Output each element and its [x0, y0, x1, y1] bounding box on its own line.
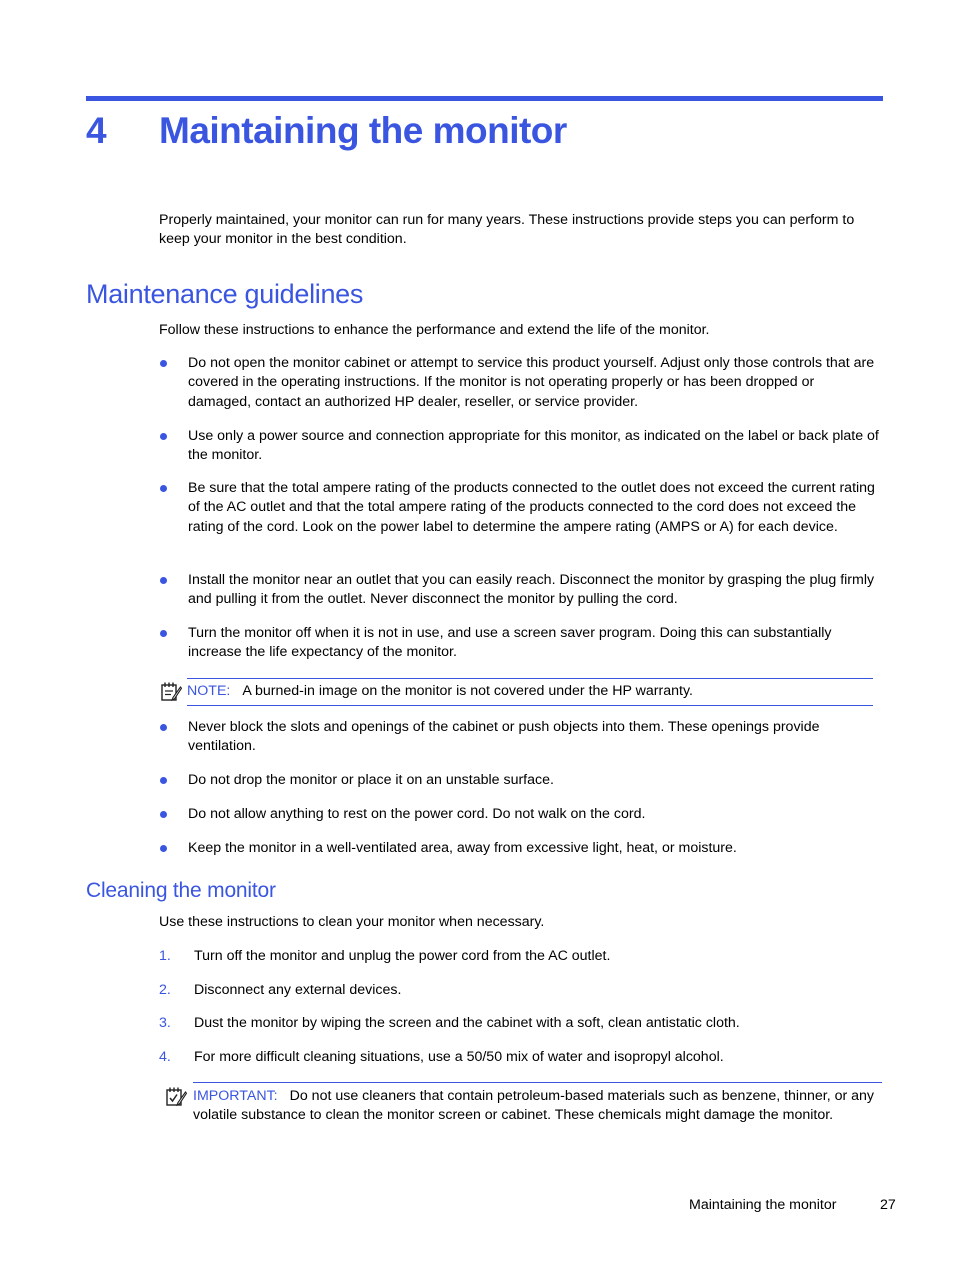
step-number: 1.	[159, 948, 171, 964]
important-label: IMPORTANT:	[193, 1088, 278, 1104]
bullet-icon	[160, 777, 167, 784]
chapter-title: Maintaining the monitor	[159, 110, 567, 151]
list-item: Turn the monitor off when it is not in use, and use a screen saver program. Doing this can substantially increase the life expectancy of the monitor.	[159, 624, 879, 663]
chapter-number: 4	[86, 110, 107, 151]
note-icon	[160, 682, 182, 702]
bullet-icon	[160, 811, 167, 818]
list-item: Be sure that the total ampere rating of the products connected to the outlet does not exceed the current rating of the AC outlet and that the total ampere rating of the products connected to the cord does not exceed the rating of the cord. Look on the power label to determine the ampere rating (AMPS or A) for each device.	[159, 479, 879, 537]
cleaning-intro: Use these instructions to clean your monitor when necessary.	[159, 914, 545, 930]
guidelines-intro: Follow these instructions to enhance the performance and extend the life of the monitor.	[159, 322, 710, 338]
chapter-intro: Properly maintained, your monitor can run for many years. These instructions provide steps you can perform to keep your monitor in the best condition.	[159, 212, 855, 248]
list-item: Install the monitor near an outlet that you can easily reach. Disconnect the monitor by grasping the plug firmly and pulling it from the outlet. Never disconnect the monitor by pulling the cord.	[159, 571, 879, 610]
list-item: 2. Disconnect any external devices.	[159, 981, 879, 1000]
note-callout	[187, 678, 873, 706]
section-heading-maintenance: Maintenance guidelines	[86, 279, 364, 309]
list-item: Never block the slots and openings of the cabinet or push objects into them. These openings provide ventilation.	[159, 718, 879, 757]
important-text: Do not use cleaners that contain petroleum-based materials such as benzene, thinner, or any volatile substance to clean the monitor screen or cabinet. These chemicals might damage the monitor.	[193, 1088, 875, 1124]
list-item: Do not allow anything to rest on the power cord. Do not walk on the cord.	[159, 805, 879, 824]
bullet-icon	[160, 630, 167, 637]
list-item: Do not open the monitor cabinet or attempt to service this product yourself. Adjust only those controls that are covered in the operating instructions. If the monitor is not operating properly or has been dropped or damaged, contact an authorized HP dealer, reseller, or service provider.	[159, 354, 879, 412]
bullet-icon	[160, 845, 167, 852]
list-item: Do not drop the monitor or place it on an unstable surface.	[159, 771, 879, 790]
list-item: Keep the monitor in a well-ventilated area, away from excessive light, heat, or moisture.	[159, 839, 879, 858]
bullet-icon	[160, 485, 167, 492]
important-callout	[193, 1082, 882, 1126]
footer-title: Maintaining the monitor	[689, 1197, 837, 1213]
chapter-rule	[86, 96, 883, 101]
step-number: 3.	[159, 1015, 171, 1031]
note-label: NOTE:	[187, 683, 231, 699]
page-number: 27	[880, 1197, 896, 1213]
bullet-icon	[160, 724, 167, 731]
bullet-icon	[160, 433, 167, 440]
list-item: 1. Turn off the monitor and unplug the power cord from the AC outlet.	[159, 947, 879, 966]
bullet-icon	[160, 577, 167, 584]
bullet-icon	[160, 360, 167, 367]
section-heading-cleaning: Cleaning the monitor	[86, 879, 276, 902]
list-item: 4. For more difficult cleaning situations, use a 50/50 mix of water and isopropyl alcohol.	[159, 1048, 879, 1067]
list-item: Use only a power source and connection appropriate for this monitor, as indicated on the label or back plate of the monitor.	[159, 427, 879, 466]
step-number: 2.	[159, 982, 171, 998]
list-item: 3. Dust the monitor by wiping the screen and the cabinet with a soft, clean antistatic cloth.	[159, 1014, 879, 1033]
important-icon	[165, 1087, 187, 1107]
step-number: 4.	[159, 1049, 171, 1065]
note-text: A burned-in image on the monitor is not covered under the HP warranty.	[242, 683, 693, 699]
